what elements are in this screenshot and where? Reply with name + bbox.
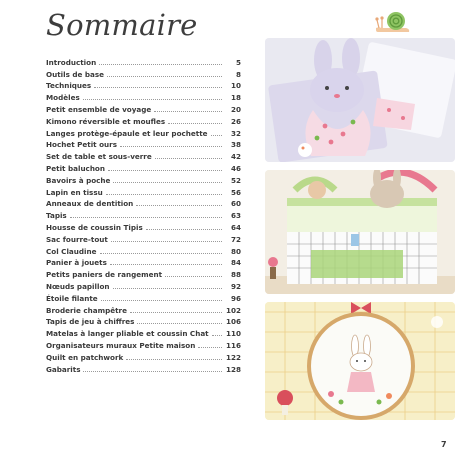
toc-entry-page: 52 bbox=[230, 175, 241, 185]
toc-entry-page: 110 bbox=[225, 329, 241, 339]
toc-leader-dots bbox=[83, 371, 222, 372]
toc-entry-label: Modèles bbox=[46, 93, 80, 103]
toc-entry-page: 5 bbox=[235, 57, 241, 67]
toc-leader-dots bbox=[146, 229, 222, 230]
toc-entry-page: 38 bbox=[230, 140, 241, 150]
toc-leader-dots bbox=[212, 335, 222, 336]
toc-entry-page: 63 bbox=[230, 211, 241, 221]
toc-entry-page: 60 bbox=[230, 199, 241, 209]
toc-leader-dots bbox=[198, 347, 222, 348]
toc-leader-dots bbox=[94, 87, 222, 88]
toc-entry-page: 8 bbox=[235, 69, 241, 79]
toc-leader-dots bbox=[106, 194, 222, 195]
page-title: Sommaire bbox=[46, 8, 198, 42]
toc-entry-page: 26 bbox=[230, 116, 241, 126]
toc-entry-page: 92 bbox=[230, 281, 241, 291]
toc-entry bbox=[46, 126, 241, 138]
toc-entry-page: 72 bbox=[230, 234, 241, 244]
toc-leader-dots bbox=[113, 182, 222, 183]
toc-entry-page: 20 bbox=[230, 104, 241, 114]
table-of-contents bbox=[46, 55, 241, 374]
toc-leader-dots bbox=[107, 76, 222, 77]
toc-leader-dots bbox=[70, 217, 222, 218]
toc-leader-dots bbox=[110, 264, 222, 265]
toc-entry-page: 10 bbox=[230, 81, 241, 91]
toc-leader-dots bbox=[155, 158, 222, 159]
toc-entry-label: Lapin en tissu bbox=[46, 187, 103, 197]
snail-icon bbox=[372, 8, 412, 36]
toc-entry bbox=[46, 350, 241, 362]
toc-leader-dots bbox=[211, 135, 222, 136]
toc-entry bbox=[46, 208, 241, 220]
toc-entry-label: Organisateurs muraux Petite maison bbox=[46, 340, 196, 350]
toc-entry-page: 84 bbox=[230, 258, 241, 268]
toc-entry-page: 46 bbox=[230, 163, 241, 173]
toc-entry-label: Set de table et sous-verre bbox=[46, 152, 152, 162]
toc-entry bbox=[46, 161, 241, 173]
toc-entry-label: Introduction bbox=[46, 57, 97, 67]
toc-entry-label: Étoile filante bbox=[46, 293, 98, 303]
toc-entry-label: Gabarits bbox=[46, 364, 81, 374]
toc-leader-dots bbox=[101, 300, 222, 301]
toc-entry-label: Techniques bbox=[46, 81, 92, 91]
toc-leader-dots bbox=[165, 276, 222, 277]
toc-entry bbox=[46, 55, 241, 67]
toc-entry-page: 42 bbox=[230, 152, 241, 162]
toc-entry-label: Petits paniers de rangement bbox=[46, 270, 163, 280]
toc-entry-page: 18 bbox=[230, 93, 241, 103]
toc-entry-label: Petit ensemble de voyage bbox=[46, 104, 152, 114]
page-number: 7 bbox=[441, 440, 447, 449]
toc-entry bbox=[46, 197, 241, 209]
toc-entry bbox=[46, 90, 241, 102]
toc-leader-dots bbox=[136, 205, 222, 206]
toc-entry-page: 116 bbox=[225, 340, 241, 350]
toc-entry-page: 102 bbox=[225, 305, 241, 315]
toc-entry bbox=[46, 185, 241, 197]
toc-leader-dots bbox=[126, 359, 222, 360]
toc-entry-label: Col Claudine bbox=[46, 246, 97, 256]
toc-entry bbox=[46, 326, 241, 338]
toc-entry bbox=[46, 79, 241, 91]
toc-entry-page: 106 bbox=[225, 317, 241, 327]
toc-leader-dots bbox=[120, 146, 222, 147]
toc-entry bbox=[46, 173, 241, 185]
toc-entry-page: 122 bbox=[225, 352, 241, 362]
toc-entry bbox=[46, 315, 241, 327]
toc-entry-label: Petit baluchon bbox=[46, 163, 105, 173]
toc-entry-label: Nœuds papillon bbox=[46, 281, 110, 291]
toc-leader-dots bbox=[111, 241, 222, 242]
toc-entry-label: Anneaux de dentition bbox=[46, 199, 134, 209]
toc-leader-dots bbox=[100, 253, 223, 254]
toc-entry-label: Kimono réversible et moufles bbox=[46, 116, 166, 126]
toc-entry-label: Quilt en patchwork bbox=[46, 352, 124, 362]
toc-entry bbox=[46, 244, 241, 256]
toc-leader-dots bbox=[108, 170, 222, 171]
toc-entry bbox=[46, 67, 241, 79]
toc-leader-dots bbox=[130, 312, 222, 313]
photo-toy-basket bbox=[265, 170, 455, 294]
toc-leader-dots bbox=[154, 111, 222, 112]
toc-entry-page: 32 bbox=[230, 128, 241, 138]
toc-entry-page: 88 bbox=[230, 270, 241, 280]
toc-entry-label: Housse de coussin Tipis bbox=[46, 222, 143, 232]
toc-entry-page: 96 bbox=[230, 293, 241, 303]
toc-entry-page: 56 bbox=[230, 187, 241, 197]
toc-entry bbox=[46, 149, 241, 161]
toc-entry-label: Bavoirs à poche bbox=[46, 175, 111, 185]
toc-entry-label: Hochet Petit ours bbox=[46, 140, 118, 150]
toc-leader-dots bbox=[168, 123, 222, 124]
toc-entry-label: Outils de base bbox=[46, 69, 105, 79]
toc-entry-label: Panier à jouets bbox=[46, 258, 107, 268]
toc-leader-dots bbox=[83, 99, 222, 100]
toc-entry-page: 80 bbox=[230, 246, 241, 256]
toc-entry bbox=[46, 220, 241, 232]
toc-leader-dots bbox=[99, 64, 222, 65]
toc-entry-page: 128 bbox=[225, 364, 241, 374]
toc-entry bbox=[46, 362, 241, 374]
toc-entry bbox=[46, 102, 241, 114]
toc-entry-label: Sac fourre-tout bbox=[46, 234, 108, 244]
toc-entry-label: Tapis bbox=[46, 211, 67, 221]
toc-entry bbox=[46, 303, 241, 315]
toc-entry bbox=[46, 232, 241, 244]
toc-entry bbox=[46, 256, 241, 268]
toc-entry bbox=[46, 279, 241, 291]
toc-entry-page: 64 bbox=[230, 222, 241, 232]
toc-entry bbox=[46, 114, 241, 126]
toc-entry bbox=[46, 267, 241, 279]
toc-entry-label: Broderie champêtre bbox=[46, 305, 127, 315]
toc-entry-label: Langes protège-épaule et leur pochette bbox=[46, 128, 208, 138]
toc-leader-dots bbox=[137, 323, 222, 324]
toc-entry bbox=[46, 291, 241, 303]
photo-fabric-bunny bbox=[265, 38, 455, 162]
photo-embroidery-hoop bbox=[265, 302, 455, 420]
toc-entry-label: Matelas à langer pliable et coussin Chat bbox=[46, 329, 209, 339]
toc-leader-dots bbox=[113, 288, 222, 289]
toc-entry bbox=[46, 138, 241, 150]
toc-entry-label: Tapis de jeu à chiffres bbox=[46, 317, 135, 327]
toc-entry bbox=[46, 338, 241, 350]
